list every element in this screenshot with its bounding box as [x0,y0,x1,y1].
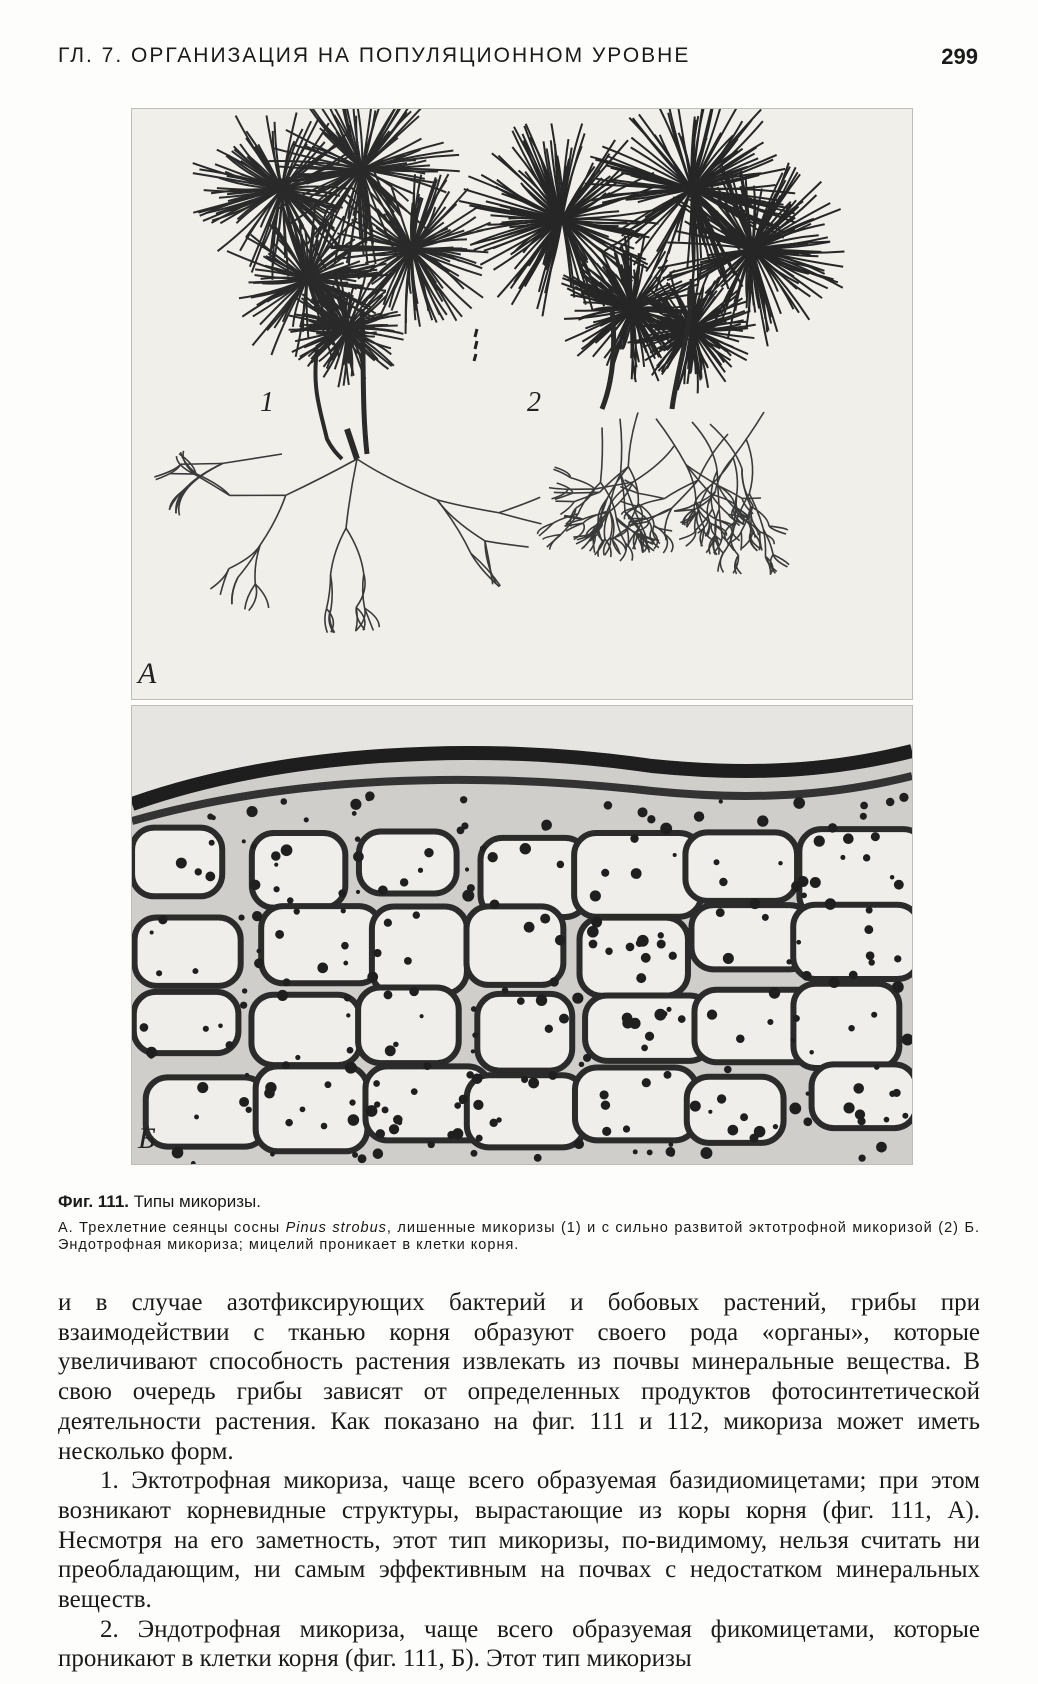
figure-panel-b-photo [131,705,913,1165]
hypha-dot [860,813,867,820]
hypha-dot [341,908,346,913]
hypha-dot [542,823,549,830]
hypha-dot [829,977,840,988]
hypha-dot [496,1117,501,1122]
hypha-dot [239,1097,249,1107]
hypha-dot [654,1009,666,1021]
hypha-dot [572,993,583,1004]
caption-figure-number: Фиг. 111. [58,1192,129,1211]
hypha-dot [902,1113,908,1119]
hypha-dot [271,851,281,861]
running-head [58,44,978,84]
hypha-dot [866,907,873,914]
hypha-dot [389,1124,399,1134]
hypha-dot [825,898,837,910]
hypha-dot [471,1049,475,1053]
hypha-dot [844,1102,855,1113]
hypha-dot [803,1117,812,1126]
hypha-dot [536,995,547,1006]
hypha-dot [205,872,215,882]
hypha-dot [660,823,672,835]
hypha-dot [367,972,378,983]
hypha-dot [773,1124,778,1129]
hypha-dot [373,1080,380,1087]
hypha-dot [893,1089,901,1097]
body-paragraph-1: и в случае азотфиксирующих бактерий и бобовых растений, грибы при взаимодействии с тканью корня образуют своего рода «органы», которые увеличивают способность растения извлекать из почвы минеральные вещества. В свою очередь грибы зависят от определенных продуктов фотосинтетической деятельности растения. Как показано на фиг. 111 и 112, микориза может иметь несколько форм. [58,1289,980,1465]
page-number: 299 [941,44,978,69]
hypha-dot [631,868,642,879]
hypha-dot [540,914,550,924]
hypha-dot [470,1150,477,1157]
hypha-dot [347,1047,354,1054]
hypha-dot [393,1042,399,1048]
pine-seedlings-illustration [132,109,912,699]
hypha-dot [250,880,260,890]
body-paragraph-2: 1. Эктотрофная микориза, чаще всего образуемая базидиомицетами; при этом возникают корневидные структуры, вырастающие из коры корня (фиг. 111, А). Несмотря на его заметность, этот тип микоризы, по-видимому, нельзя считать ни преобладающим, ни самым эффективным на почвах с недостатком минеральных веществ. [58,1467,980,1614]
hypha-dot [304,817,309,822]
hypha-dot [338,889,346,897]
hypha-dot [719,878,727,886]
hypha-dot [490,899,500,909]
root-cell [358,987,459,1063]
hypha-dot [717,1094,726,1103]
caption-part-a-continued: , лишенные микоризы (1) и с сильно развитой эктотрофной микоризой (2) Б. Эндотрофная микориза; мицелий проникает в клетки корня. [58,1220,980,1253]
hypha-dot [647,815,655,823]
hypha-dot [148,1053,154,1059]
hypha-dot [604,801,613,810]
hypha-dot [246,806,257,817]
hypha-dot [274,863,278,867]
running-title: ГЛ. 7. ОРГАНИЗАЦИЯ НА ПОПУЛЯЦИОННОМ УРОВНЕ [58,44,691,67]
hypha-dot [884,1117,890,1123]
hypha-dot [806,1091,810,1095]
figure-panel-a-photo [131,108,913,700]
hypha-dot [657,940,666,949]
hypha-dot [282,1061,290,1069]
hypha-dot [641,953,651,963]
root-stroke [181,463,223,464]
hypha-dot [343,961,348,966]
hypha-dot [548,1071,557,1080]
hypha-dot [428,1141,435,1148]
hypha-dot [664,1071,672,1079]
root-cell [135,917,241,985]
hypha-dot [281,844,293,856]
hypha-dot [849,971,858,980]
hypha-dot [277,990,288,1001]
hypha-dot [864,925,873,934]
hypha-dot [344,994,351,1001]
hypha-dot [211,815,216,820]
hypha-dot [601,1100,610,1109]
hypha-dot [345,1062,357,1074]
hypha-dot [373,949,381,957]
root-cell [685,832,797,900]
root-cell [793,984,899,1068]
hypha-dot [385,1045,396,1056]
hypha-dot [424,848,433,857]
hypha-dot [285,1119,293,1127]
hypha-dot [502,987,508,993]
hypha-dot [457,826,465,834]
hypha-dot [140,1023,149,1032]
hypha-dot [669,952,677,960]
hypha-dot [637,935,649,947]
hypha-dot [294,908,300,914]
hypha-dot [317,962,328,973]
hypha-dot [423,1062,431,1070]
hypha-dot [848,1025,855,1032]
hypha-dot [275,930,284,939]
hypha-dot [358,1154,367,1163]
hypha-dot [476,1135,483,1142]
hypha-dot [762,914,769,921]
hypha-dot [265,1082,276,1093]
hypha-dot [860,802,868,810]
hypha-dot [517,997,525,1005]
hypha-dot [242,988,247,993]
hypha-dot [809,1050,813,1054]
hypha-dot [633,1149,638,1154]
hypha-dot [728,1125,739,1136]
hypha-dot [828,823,837,832]
hypha-dot [700,1147,712,1159]
hypha-dot [411,1088,418,1095]
hypha-dot [555,935,566,946]
hypha-dot [874,1064,880,1070]
hypha-dot [626,943,635,952]
hypha-dot [802,971,812,981]
hypha-dot [666,1007,671,1012]
hypha-dot [176,858,187,869]
hypha-dot [192,968,198,974]
hypha-dot [638,807,648,817]
hypha-dot [520,843,531,854]
hypha-dot [348,1114,360,1126]
hypha-dot [863,854,870,861]
caption-figure-title: Типы микоризы. [133,1192,261,1211]
hypha-dot [488,852,498,862]
hypha-dot [194,1115,199,1120]
hypha-dot [796,940,801,945]
hypha-dot [810,877,821,888]
hypha-dot [524,922,535,933]
hypha-dot [871,832,880,841]
hypha-dot [840,855,845,860]
seedling-2-label: 2 [527,387,541,418]
hypha-dot [894,880,904,890]
hypha-dot [622,1013,633,1024]
hypha-dot [636,973,646,983]
hypha-dot [890,875,895,880]
hypha-dot [321,1123,328,1130]
hypha-dot [397,1120,402,1125]
hypha-dot [724,1066,732,1074]
hypha-dot [240,1002,247,1009]
hypha-dot [251,844,257,850]
hypha-dot [673,853,677,857]
root-cell [793,905,912,979]
hypha-dot [642,1078,651,1087]
panel-b-label: Б [138,1122,156,1155]
hypha-dot [238,914,244,920]
root-cell [134,992,239,1053]
hypha-dot [786,959,791,964]
hypha-dot [894,955,901,962]
hypha-dot [472,1073,482,1083]
root-cell [256,1066,368,1151]
hypha-dot [853,1083,864,1094]
hypha-dot [197,1082,208,1093]
hypha-dot [463,892,468,897]
panel-a-label: А [138,657,157,690]
hypha-dot [246,1107,252,1113]
hypha-dot [352,811,357,816]
hypha-dot [647,1149,653,1155]
hypha-dot [791,1038,796,1043]
hypha-dot [590,890,601,901]
hypha-dot [866,951,875,960]
hypha-dot [528,1078,539,1089]
hypha-dot [757,815,768,826]
hypha-dot [855,1109,865,1119]
hypha-dot [583,1054,591,1062]
hypha-dot [295,1055,300,1060]
hypha-dot [658,932,664,938]
hypha-dot [384,919,392,927]
hypha-dot [793,797,805,809]
hypha-dot [899,793,908,802]
hypha-dot [778,861,782,865]
hypha-dot [754,1126,766,1138]
hypha-dot [769,987,780,998]
root-cells-micrograph [132,706,912,1164]
hypha-dot [356,890,360,894]
hypha-dot [669,1142,674,1147]
hypha-dot [382,1106,389,1113]
hypha-dot [521,1076,528,1083]
hypha-dot [858,1154,865,1161]
hypha-dot [355,836,361,842]
hypha-dot [349,1099,355,1105]
hypha-dot [203,1026,209,1032]
hypha-dot [346,1013,350,1017]
hypha-dot [587,926,599,938]
hypha-dot [767,1019,773,1025]
hypha-dot [736,1034,745,1043]
hypha-dot [209,840,215,846]
hypha-dot [158,915,167,924]
hypha-dot [376,1129,385,1138]
hypha-dot [420,1014,424,1018]
hypha-dot [325,1081,332,1088]
hypha-dot [256,949,261,954]
hypha-dot [480,845,486,851]
hypha-dot [549,977,558,986]
hypha-dot [694,811,704,821]
hypha-dot [708,1110,712,1114]
hypha-dot [740,1113,748,1121]
hypha-dot [641,1044,648,1051]
hypha-dot [630,834,638,842]
root-cell [252,833,346,908]
hypha-dot [400,878,408,886]
figure-caption [58,1192,980,1254]
hypha-dot [465,867,469,871]
hypha-dot [156,970,162,976]
hypha-dot [460,796,467,803]
hypha-dot [574,1139,584,1149]
hypha-dot [793,1015,800,1022]
hypha-dot [871,1012,877,1018]
hypha-dot [218,1023,223,1028]
hypha-dot [876,1142,887,1153]
hypha-dot [714,859,720,865]
caption-title [58,1192,980,1212]
seedling-1-label: 1 [260,387,274,418]
hypha-dot [373,1148,384,1159]
hypha-dot [645,1032,654,1041]
hypha-dot [623,1125,630,1132]
hypha-dot [534,1154,542,1162]
hypha-dot [353,851,364,862]
hypha-dot [418,868,423,873]
hypha-dot [886,798,895,807]
hypha-dot [254,958,264,968]
hypha-dot [471,1006,477,1012]
hypha-dot [472,1032,477,1037]
root-stroke [554,492,573,493]
hypha-dot [300,1106,306,1112]
body-text [58,1288,980,1674]
hypha-dot [374,1101,380,1107]
hypha-dot [750,898,761,909]
body-paragraph-3: 2. Эндотрофная микориза, чаще всего образуемая фикомицетами, которые проникают в клетки корня (фиг. 111, Б). Этот тип микоризы [58,1615,980,1673]
hypha-dot [707,1009,717,1019]
hypha-dot [719,799,723,803]
hypha-dot [601,869,609,877]
hypha-dot [413,911,420,918]
hypha-dot [843,833,854,844]
hypha-dot [559,1014,569,1024]
hypha-dot [678,1015,686,1023]
hypha-dot [797,876,808,887]
hypha-dot [690,1101,701,1112]
hypha-dot [814,836,825,847]
hypha-dot [452,1128,463,1139]
hypha-dot [384,990,393,999]
hypha-dot [602,1127,611,1136]
hypha-dot [716,908,725,917]
hypha-dot [150,931,154,935]
hypha-dot [473,1100,483,1110]
hypha-dot [557,861,564,868]
hypha-dot [467,884,475,892]
hypha-dot [172,1147,184,1159]
hypha-dot [459,1098,465,1104]
hypha-dot [789,1103,801,1115]
hypha-dot [892,981,904,993]
hypha-dot [245,1073,249,1077]
hypha-dot [352,1152,358,1158]
hypha-dot [350,799,361,810]
hypha-dot [270,1152,275,1157]
hypha-dot [366,795,372,801]
hypha-dot [579,1062,585,1068]
hypha-dot [600,1090,609,1099]
hypha-dot [226,1041,234,1049]
hypha-dot [195,868,202,875]
hypha-dot [801,892,807,898]
hypha-dot [283,978,291,986]
caption-part-a: А. Трехлетние сеянцы сосны [58,1220,286,1236]
hypha-dot [868,959,874,965]
hypha-dot [589,940,598,949]
hypha-dot [404,957,412,965]
hypha-dot [273,886,279,892]
hypha-dot [454,1102,461,1109]
hypha-dot [242,839,246,843]
caption-species-name: Pinus strobus [285,1220,387,1236]
hypha-dot [545,1025,553,1033]
hypha-dot [668,1150,675,1157]
root-cell [477,994,572,1071]
root-cell [467,1075,585,1147]
root-cell [251,995,360,1065]
hypha-dot [280,798,287,805]
hypha-dot [287,897,294,904]
root-stroke [169,474,196,475]
hypha-dot [409,987,419,997]
hypha-dot [252,911,262,921]
hypha-dot [378,885,388,895]
hypha-dot [723,953,734,964]
root-cell [575,1068,697,1141]
caption-text [58,1220,980,1254]
hypha-dot [341,942,349,950]
hypha-dot [605,948,612,955]
